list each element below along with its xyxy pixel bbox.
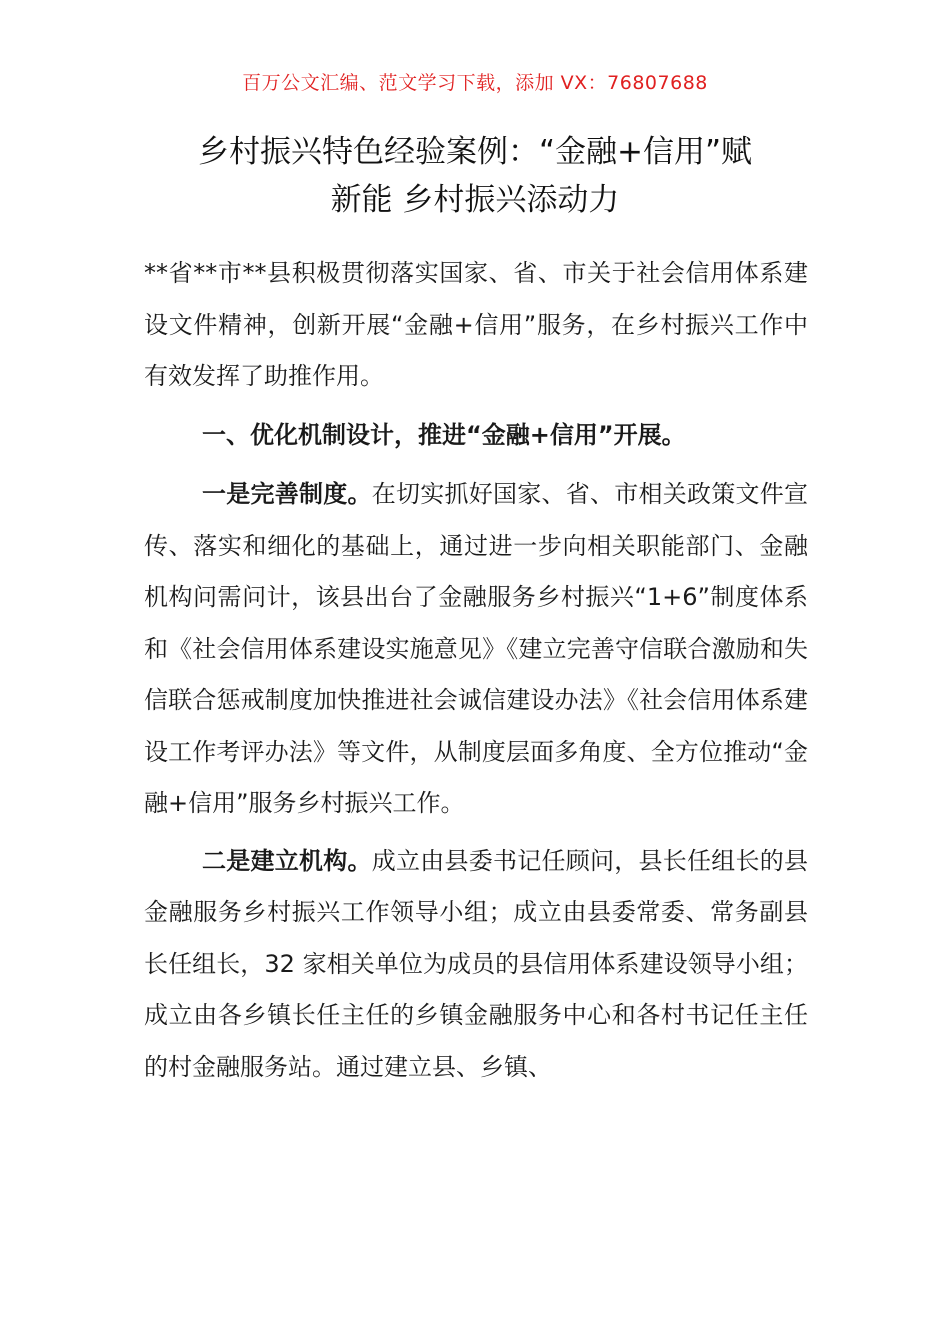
intro-paragraph: **省**市**县积极贯彻落实国家、省、市关于社会信用体系建设文件精神，创新开展“金融+信用”服务，在乡村振兴工作中有效发挥了助推作用。: [144, 259, 808, 390]
section-heading-1: 一、优化机制设计，推进“金融+信用”开展。: [202, 420, 686, 449]
paragraph-lead: 二是建立机构。: [202, 846, 372, 875]
title-line-1: 乡村振兴特色经验案例：“金融+信用”赋: [197, 134, 753, 170]
paragraph-lead: 一是完善制度。: [202, 480, 372, 508]
paragraph-text: 在切实抓好国家、省、市相关政策文件宣传、落实和细化的基础上，通过进一步向相关职能部门、金融机构问需问计，该县出台了金融服务乡村振兴“1+6”制度体系和《社会信用体系建设实施意见》《建立完善守信联合激励和失信联合惩戒制度加快推进社会诚信建设办法》《社会信用体系建设工作考评办法》等文件，从制度层面多角度、全方位推动“金融+信用”服务乡村振兴工作。: [144, 480, 808, 817]
paragraph-perfect-system: [144, 469, 808, 830]
document-body: [144, 248, 808, 1093]
paragraph-text: 成立由县委书记任顾问，县长任组长的县金融服务乡村振兴工作领导小组；成立由县委常委、常务副县长任组长，32 家相关单位为成员的县信用体系建设领导小组；成立由各乡镇长任主任的乡镇金融服务中心和各村书记任主任的村金融服务站。通过建立县、乡镇、: [144, 846, 808, 1081]
title-line-2: 新能 乡村振兴添动力: [330, 182, 620, 218]
paragraph-establish-organization: [144, 836, 808, 1094]
header-contact-note: 百万公文汇编、范文学习下载，添加 VX：76807688: [242, 72, 708, 94]
document-title: [140, 128, 810, 224]
